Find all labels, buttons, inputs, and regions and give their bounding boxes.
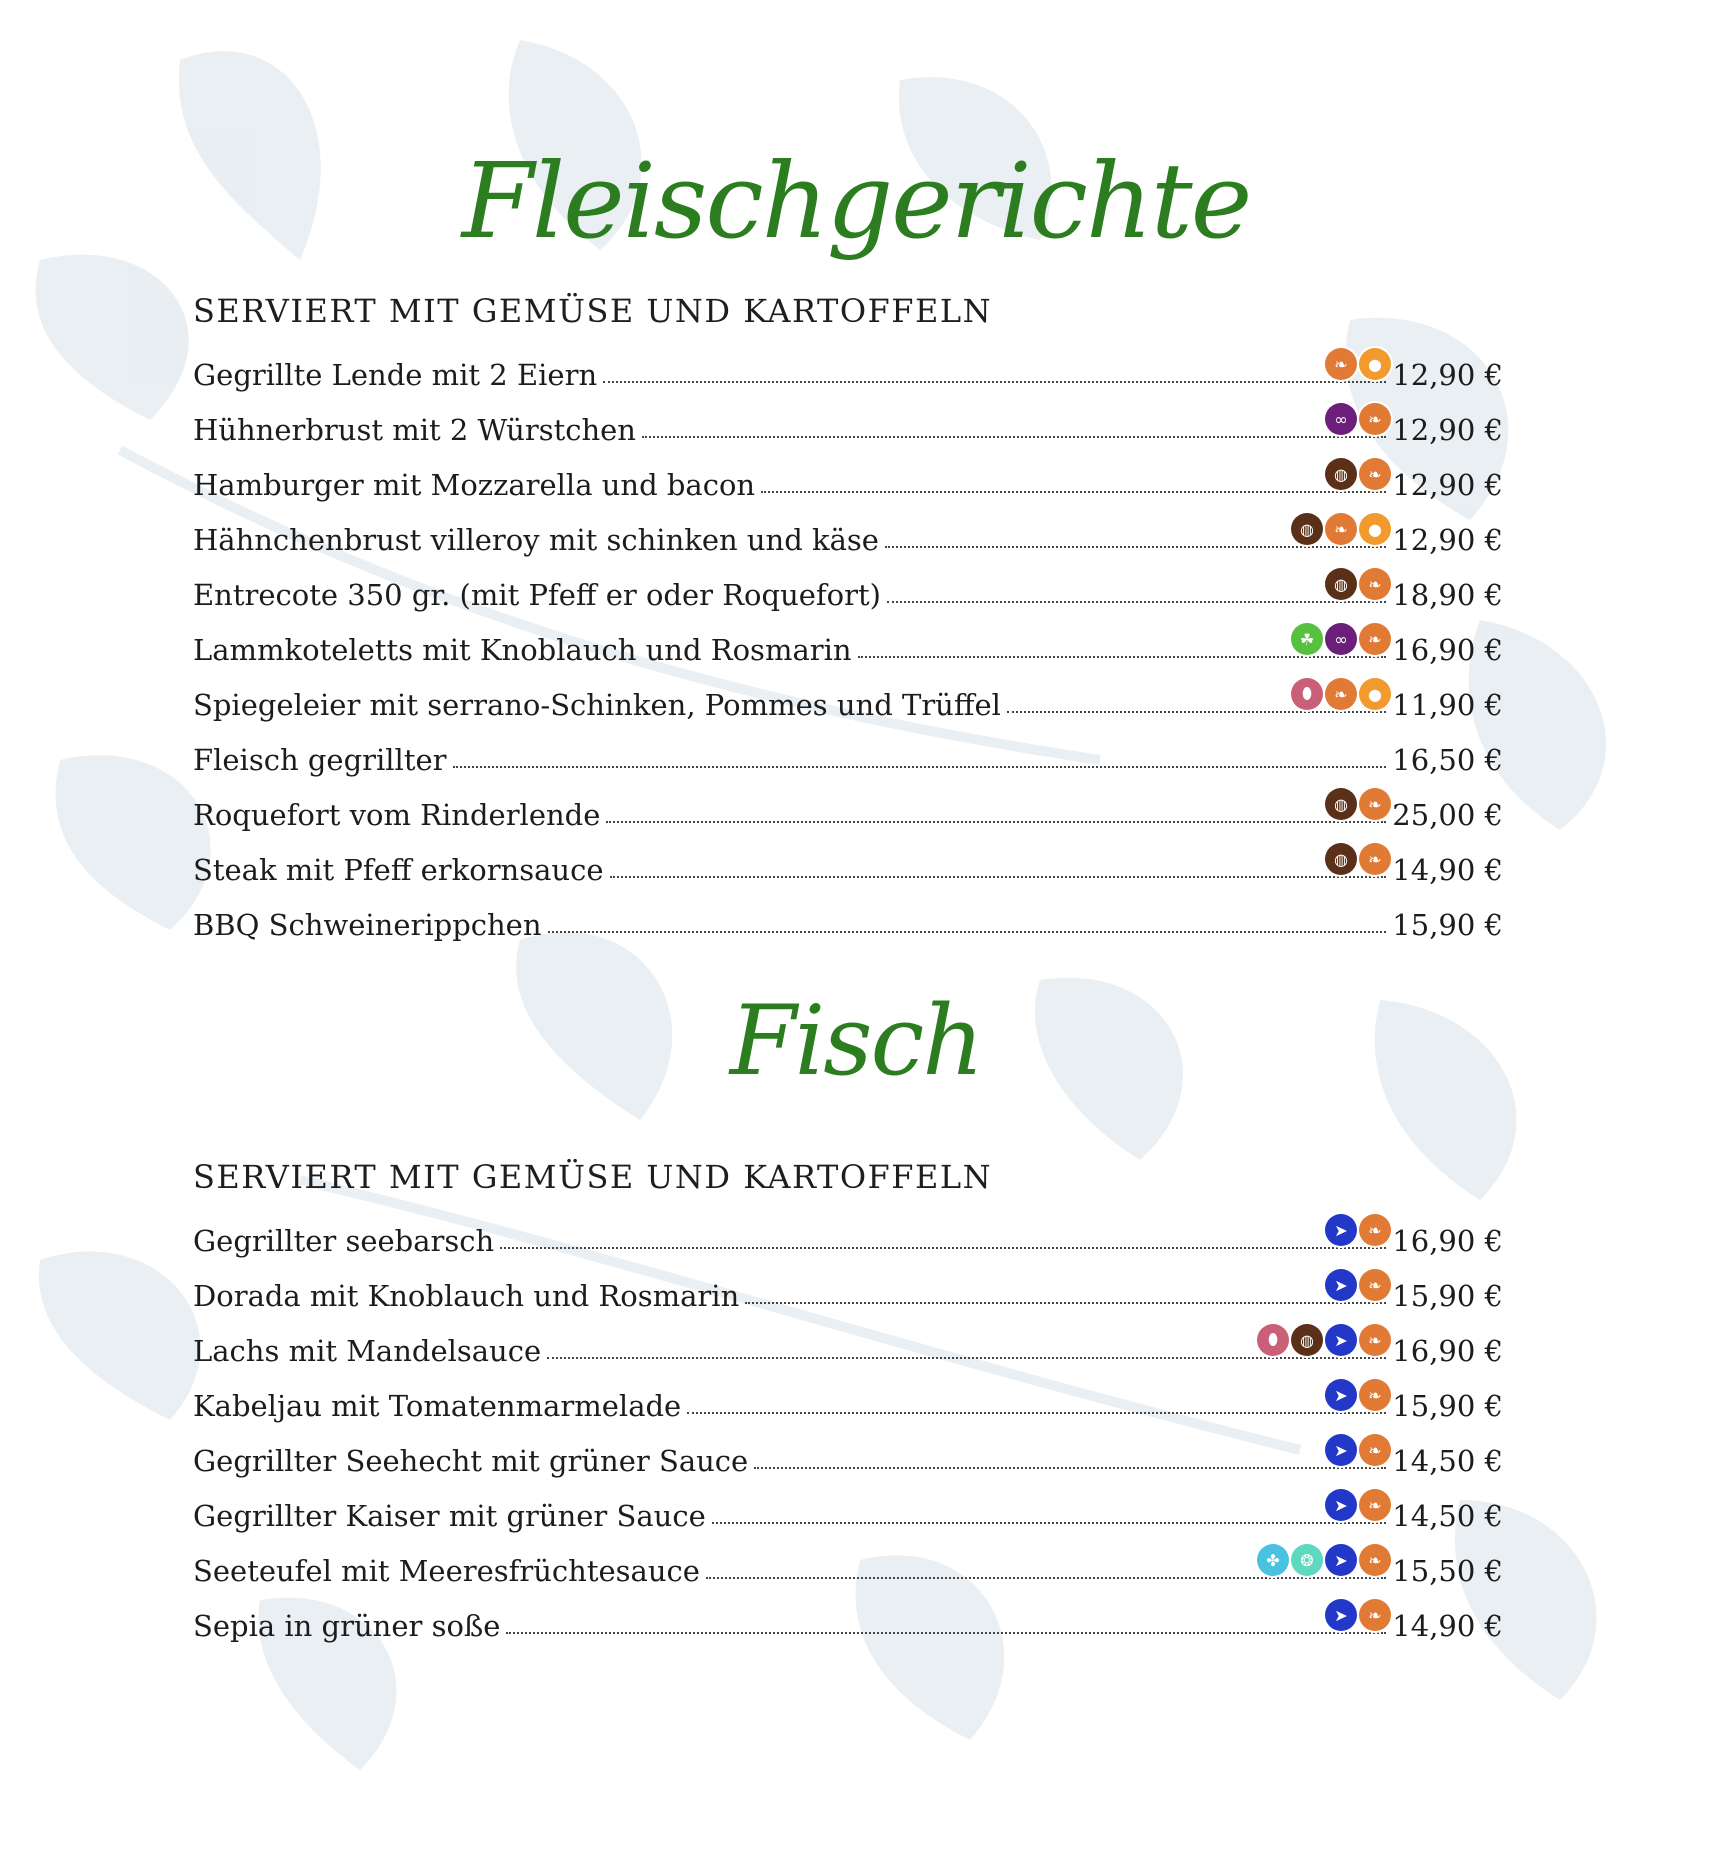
dot-leader: [610, 875, 1387, 878]
dot-leader: [547, 1356, 1386, 1359]
allergen-icons: [1325, 1269, 1391, 1301]
gluten-icon: ❧: [1359, 1544, 1391, 1576]
fish-icon: ➤: [1325, 1214, 1357, 1246]
menu-item-price: 15,90 €: [1392, 1279, 1503, 1313]
menu-item: [193, 1368, 1503, 1423]
menu-list-fish: [193, 1203, 1503, 1643]
egg-icon: ●: [1359, 678, 1391, 710]
gluten-icon: ❧: [1359, 1489, 1391, 1521]
dot-leader: [506, 1631, 1386, 1634]
milk-icon: ◍: [1291, 1324, 1323, 1356]
menu-item: [193, 777, 1503, 832]
dot-leader: [548, 930, 1387, 933]
menu-item-price: 12,90 €: [1392, 358, 1503, 392]
gluten-icon: ❧: [1359, 1434, 1391, 1466]
menu-item-price: 15,90 €: [1392, 1389, 1503, 1423]
dot-leader: [606, 820, 1386, 823]
menu-item-name: Lachs mit Mandelsauce: [193, 1334, 542, 1368]
milk-icon: ◍: [1325, 788, 1357, 820]
fish-icon: ➤: [1325, 1599, 1357, 1631]
menu-item-price: 15,90 €: [1392, 908, 1503, 942]
dot-leader: [745, 1301, 1386, 1304]
menu-item: [193, 557, 1503, 612]
menu-item: [193, 502, 1503, 557]
fish-icon: ➤: [1325, 1489, 1357, 1521]
menu-item-name: Gegrillter Kaiser mit grüner Sauce: [193, 1499, 706, 1533]
dot-leader: [858, 655, 1387, 658]
gluten-icon: ❧: [1359, 1599, 1391, 1631]
allergen-icons: [1291, 678, 1391, 710]
allergen-icons: [1291, 623, 1391, 655]
fish-icon: ➤: [1325, 1324, 1357, 1356]
menu-item: [193, 887, 1503, 942]
menu-item-name: Gegrillter seebarsch: [193, 1224, 495, 1258]
dot-leader: [887, 600, 1386, 603]
allergen-icons: [1325, 1489, 1391, 1521]
section-title-meat: Fleischgerichte: [461, 140, 1251, 262]
allergen-icons: [1325, 788, 1391, 820]
allergen-icons: [1325, 403, 1391, 435]
allergen-icons: [1257, 1544, 1391, 1576]
menu-item-price: 16,90 €: [1392, 1334, 1503, 1368]
menu-item-name: Sepia in grüner soße: [193, 1609, 501, 1643]
allergen-icons: [1325, 1379, 1391, 1411]
crustacean-icon: ✤: [1257, 1544, 1289, 1576]
dot-leader: [453, 765, 1387, 768]
gluten-icon: ❧: [1359, 568, 1391, 600]
menu-item-price: 25,00 €: [1392, 798, 1503, 832]
menu-item: [193, 1258, 1503, 1313]
fish-icon: ➤: [1325, 1544, 1357, 1576]
gluten-icon: ❧: [1325, 348, 1357, 380]
section-title-fish: Fisch: [729, 985, 983, 1097]
menu-item-name: Roquefort vom Rinderlende: [193, 798, 601, 832]
menu-item-name: Dorada mit Knoblauch und Rosmarin: [193, 1279, 740, 1313]
menu-item-price: 18,90 €: [1392, 578, 1503, 612]
menu-item-name: Gegrillte Lende mit 2 Eiern: [193, 358, 598, 392]
menu-item: [193, 612, 1503, 667]
dot-leader: [687, 1411, 1386, 1414]
dot-leader: [885, 545, 1386, 548]
menu-item-name: Fleisch gegrillter: [193, 743, 447, 777]
menu-item-price: 14,90 €: [1392, 1609, 1503, 1643]
menu-item-name: Seeteufel mit Meeresfrüchtesauce: [193, 1554, 700, 1588]
dot-leader: [642, 435, 1386, 438]
gluten-icon: ❧: [1359, 1214, 1391, 1246]
menu-item: [193, 1588, 1503, 1643]
menu-item-name: Hamburger mit Mozzarella und bacon: [193, 468, 756, 502]
fish-icon: ➤: [1325, 1434, 1357, 1466]
dot-leader: [706, 1576, 1386, 1579]
menu-item-name: Hühnerbrust mit 2 Würstchen: [193, 413, 636, 447]
mollusc-icon: ❂: [1291, 1544, 1323, 1576]
sulphite-icon: ∞: [1325, 403, 1357, 435]
allergen-icons: [1325, 568, 1391, 600]
dot-leader: [754, 1466, 1386, 1469]
dot-leader: [1007, 710, 1386, 713]
menu-item: [193, 667, 1503, 722]
gluten-icon: ❧: [1359, 458, 1391, 490]
menu-item-price: 12,90 €: [1392, 468, 1503, 502]
menu-item-name: Lammkoteletts mit Knoblauch und Rosmarin: [193, 633, 852, 667]
fish-icon: ➤: [1325, 1269, 1357, 1301]
menu-item-price: 14,90 €: [1392, 853, 1503, 887]
menu-item-price: 15,50 €: [1392, 1554, 1503, 1588]
milk-icon: ◍: [1325, 568, 1357, 600]
menu-item: [193, 392, 1503, 447]
menu-item-name: Gegrillter Seehecht mit grüner Sauce: [193, 1444, 749, 1478]
dot-leader: [712, 1521, 1387, 1524]
gluten-icon: ❧: [1325, 678, 1357, 710]
milk-icon: ◍: [1325, 843, 1357, 875]
allergen-icons: [1325, 1214, 1391, 1246]
gluten-icon: ❧: [1359, 788, 1391, 820]
menu-item-price: 16,90 €: [1392, 1224, 1503, 1258]
milk-icon: ◍: [1291, 513, 1323, 545]
menu-item: [193, 1533, 1503, 1588]
dot-leader: [500, 1246, 1386, 1249]
section-subtitle-meat: SERVIERT MIT GEMÜSE UND KARTOFFELN: [193, 292, 993, 330]
menu-item-name: Kabeljau mit Tomatenmarmelade: [193, 1389, 682, 1423]
menu-item-price: 12,90 €: [1392, 523, 1503, 557]
menu-item-price: 14,50 €: [1392, 1499, 1503, 1533]
section-subtitle-fish: SERVIERT MIT GEMÜSE UND KARTOFFELN: [193, 1158, 993, 1196]
dot-leader: [603, 380, 1386, 383]
nuts-icon: ⬮: [1257, 1324, 1289, 1356]
sulphite-icon: ∞: [1325, 623, 1357, 655]
menu-item-name: BBQ Schweinerippchen: [193, 908, 542, 942]
gluten-icon: ❧: [1359, 1269, 1391, 1301]
gluten-icon: ❧: [1325, 513, 1357, 545]
egg-icon: ●: [1359, 513, 1391, 545]
menu-item-price: 16,50 €: [1392, 743, 1503, 777]
allergen-icons: [1325, 1599, 1391, 1631]
gluten-icon: ❧: [1359, 403, 1391, 435]
menu-item: [193, 1478, 1503, 1533]
menu-item-price: 14,50 €: [1392, 1444, 1503, 1478]
allergen-icons: [1291, 513, 1391, 545]
menu-item: [193, 447, 1503, 502]
menu-item: [193, 1423, 1503, 1478]
gluten-icon: ❧: [1359, 623, 1391, 655]
allergen-icons: [1257, 1324, 1391, 1356]
celery-icon: ☘: [1291, 623, 1323, 655]
menu-item-name: Spiegeleier mit serrano-Schinken, Pommes und Trüffel: [193, 688, 1001, 722]
menu-item-name: Entrecote 350 gr. (mit Pfeff er oder Roquefort): [193, 578, 881, 612]
allergen-icons: [1325, 843, 1391, 875]
gluten-icon: ❧: [1359, 1324, 1391, 1356]
gluten-icon: ❧: [1359, 1379, 1391, 1411]
menu-item-price: 11,90 €: [1392, 688, 1503, 722]
gluten-icon: ❧: [1359, 843, 1391, 875]
menu-item-price: 12,90 €: [1392, 413, 1503, 447]
fish-icon: ➤: [1325, 1379, 1357, 1411]
menu-item-price: 16,90 €: [1392, 633, 1503, 667]
menu-item: [193, 722, 1503, 777]
menu-item: [193, 1313, 1503, 1368]
milk-icon: ◍: [1325, 458, 1357, 490]
dot-leader: [761, 490, 1386, 493]
menu-item: [193, 832, 1503, 887]
menu-item-name: Steak mit Pfeff erkornsauce: [193, 853, 604, 887]
menu-item-name: Hähnchenbrust villeroy mit schinken und käse: [193, 523, 879, 557]
menu-item: [193, 337, 1503, 392]
menu-item: [193, 1203, 1503, 1258]
allergen-icons: [1325, 458, 1391, 490]
allergen-icons: [1325, 348, 1391, 380]
egg-icon: ●: [1359, 348, 1391, 380]
nuts-icon: ⬮: [1291, 678, 1323, 710]
allergen-icons: [1325, 1434, 1391, 1466]
menu-list-meat: [193, 337, 1503, 942]
